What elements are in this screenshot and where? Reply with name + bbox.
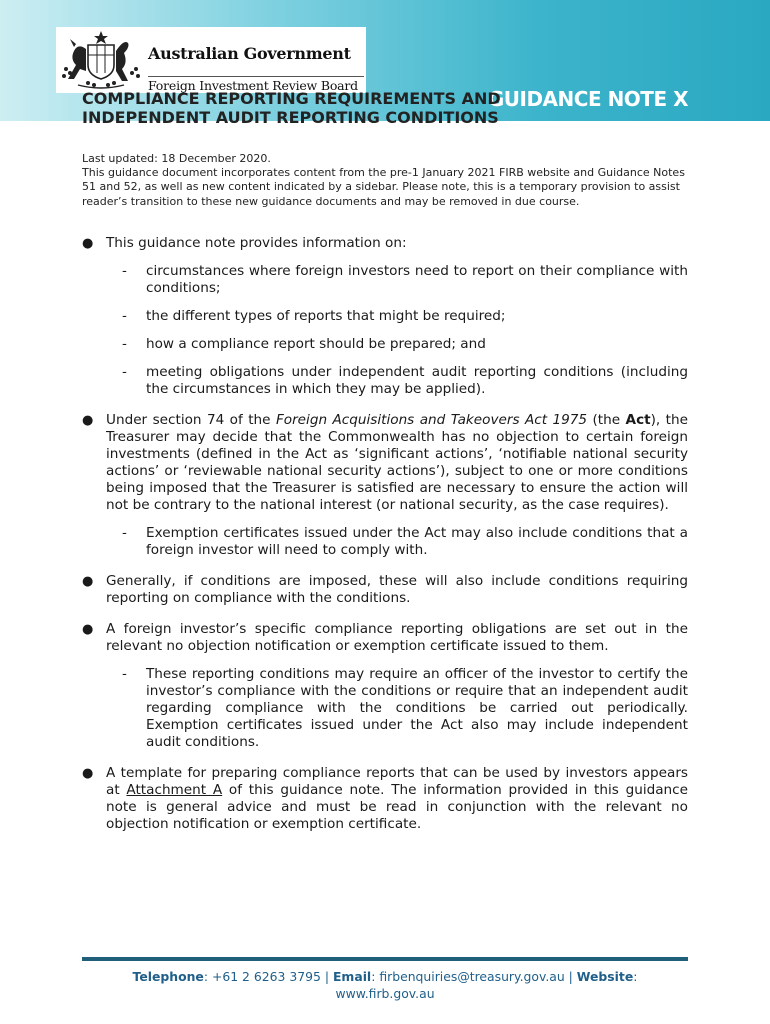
dash-icon: - [122,336,127,352]
dash-icon: - [122,525,127,541]
last-updated: Last updated: 18 December 2020. [82,152,271,165]
bullet-icon: ● [82,413,94,428]
bullet-item: ● This guidance note provides information on: [82,235,407,251]
sub-item: - how a compliance report should be prepared; and [122,336,486,352]
bullet-icon: ● [82,766,94,781]
attachment-a-link[interactable]: Attachment A [126,782,223,798]
dash-icon: - [122,364,127,380]
sub-item: - circumstances where foreign investors need to report on their compliance with conditions; [122,263,688,296]
website-label: Website [576,969,634,984]
sub-item: - the different types of reports that might be required; [122,308,506,324]
coat-of-arms-icon [58,29,144,91]
email-label: Email [332,969,372,984]
bullet-item: ● A foreign investor’s specific compliance reporting obligations are set out in the relevant no objection notification or exemption certificate issued to them. [82,621,688,654]
website-url[interactable]: www.firb.gov.au [335,986,435,1001]
bullet-item: ● Generally, if conditions are imposed, these will also include conditions requiring reporting on compliance with the conditions. [82,573,688,606]
dash-icon: - [122,263,127,279]
bullet-icon: ● [82,622,94,637]
dash-icon: - [122,308,127,324]
sub-item: - Exemption certificates issued under the Act may also include conditions that a foreign investor will need to comply with. [122,525,688,558]
government-logo [56,27,366,93]
board-name: Foreign Investment Review Board [148,76,364,93]
page-title [82,89,602,127]
title-line-2: INDEPENDENT AUDIT REPORTING CONDITIONS [82,108,499,127]
telephone-label: Telephone [132,969,204,984]
title-line-1: COMPLIANCE REPORTING REQUIREMENTS AND [82,89,501,108]
email-address[interactable]: firbenquiries@treasury.gov.au [379,969,565,984]
dash-icon: - [122,666,127,682]
footer-divider [82,957,688,961]
government-name: Australian Government [148,44,351,63]
intro-section [82,152,688,209]
bullet-item: ● Under section 74 of the Foreign Acquisitions and Takeovers Act 1975 (the Act), the Treasurer may decide that the Commonwealth has no objection to certain foreign investments (defined in the Act as ‘significant actions’, ‘notifiable national security actions’ or ‘reviewable national security actions’), subject to one or more conditions being imposed that the Treasurer is satisfied are necessary to ensure the action will not be contrary to the national interest (or national security, as the case requires). [82,412,688,513]
telephone-number[interactable]: +61 2 6263 3795 [211,969,321,984]
bullet-icon: ● [82,236,94,251]
bullet-item: ● A template for preparing compliance reports that can be used by investors appears at Attachment A of this guidance note. The information provided in this guidance note is general advice and must be read in conjunction with the relevant no objection notification or exemption certificate. [82,765,689,832]
bullet-icon: ● [82,574,94,589]
sub-item: - meeting obligations under independent audit reporting conditions (including the circumstances in which they may be applied). [122,364,688,397]
footer-contact: Telephone: +61 2 6263 3795 | Email: firbenquiries@treasury.gov.au | Website: www.firb.gov.au [132,969,638,1001]
guidance-note-label: GUIDANCE NOTE X [487,87,688,111]
sub-item: - These reporting conditions may require an officer of the investor to certify the investor’s compliance with the conditions or require that an independent audit regarding compliance with the conditions be carried out periodically. Exemption certificates issued under the Act also may include independent audit conditions. [122,666,688,750]
document-body [82,235,688,833]
intro-text: This guidance document incorporates content from the pre-1 January 2021 FIRB website and Guidance Notes 51 and 52, as well as new content indicated by a sidebar. Please note, this is a temporary provision to assist reader’s transition to these new guidance documents and may be removed in due course. [82,166,685,208]
